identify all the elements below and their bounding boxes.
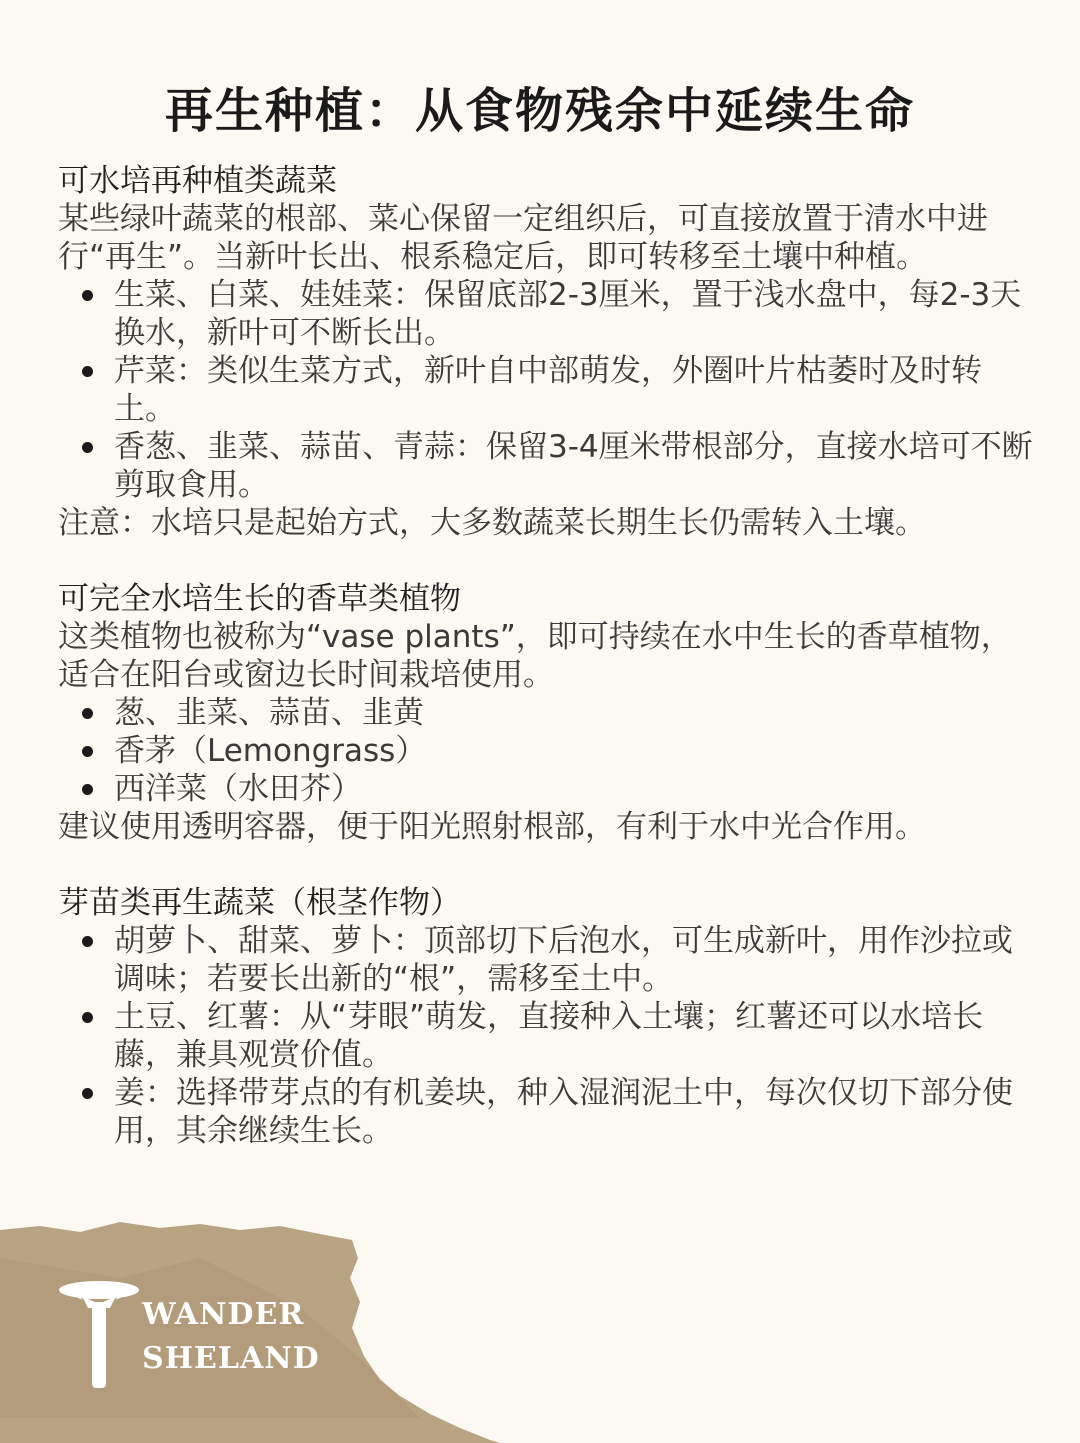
bullet-dot-icon	[82, 1012, 93, 1023]
section-note: 建议使用透明容器，便于阳光照射根部，有利于水中光合作用。	[58, 809, 926, 845]
section-root-crops	[58, 884, 1038, 1150]
bullet-dot-icon	[82, 936, 93, 947]
section-heading: 可水培再种植类蔬菜	[58, 163, 337, 199]
logo-wordmark-line2: SHELAND	[142, 1341, 320, 1376]
bullet-dot-icon	[82, 442, 93, 453]
article-body	[58, 162, 1038, 1188]
section-intro: 某些绿叶蔬菜的根部、菜心保留一定组织后，可直接放置于清水中进行“再生”。当新叶长出、根系稳定后，即可转移至土壤中种植。	[58, 201, 988, 275]
list-item: 姜：选择带芽点的有机姜块，种入湿润泥土中，每次仅切下部分使用，其余继续生长。	[58, 1074, 1038, 1150]
section-heading: 芽苗类再生蔬菜（根茎作物）	[58, 885, 461, 921]
list-item: 西洋菜（水田芥）	[58, 770, 1038, 808]
bullet-dot-icon	[82, 1088, 93, 1099]
bullet-dot-icon	[82, 290, 93, 301]
list-item: 香茅（Lemongrass）	[58, 732, 1038, 770]
list-item: 生菜、白菜、娃娃菜：保留底部2-3厘米，置于浅水盘中，每2-3天换水，新叶可不断长出。	[58, 276, 1038, 352]
page-title: 再生种植：从食物残余中延续生命	[164, 83, 915, 140]
bullet-list	[58, 922, 1038, 1150]
bullet-list	[58, 694, 1038, 808]
baobab-tree-icon	[52, 1272, 146, 1390]
section-intro: 这类植物也被称为“vase plants”，即可持续在水中生长的香草植物，适合在阳台或窗边长时间栽培使用。	[58, 619, 1012, 693]
list-item: 葱、韭菜、蒜苗、韭黄	[58, 694, 1038, 732]
list-item: 香葱、韭菜、蒜苗、青蒜：保留3-4厘米带根部分，直接水培可不断剪取食用。	[58, 428, 1038, 504]
bullet-dot-icon	[82, 746, 93, 757]
list-item: 土豆、红薯：从“芽眼”萌发，直接种入土壤；红薯还可以水培长藤，兼具观赏价值。	[58, 998, 1038, 1074]
bullet-list	[58, 276, 1038, 504]
section-note: 注意：水培只是起始方式，大多数蔬菜长期生长仍需转入土壤。	[58, 505, 926, 541]
list-item: 芹菜：类似生菜方式，新叶自中部萌发，外圈叶片枯萎时及时转土。	[58, 352, 1038, 428]
list-item: 胡萝卜、甜菜、萝卜：顶部切下后泡水，可生成新叶，用作沙拉或调味；若要长出新的“根”，需移至土中。	[58, 922, 1038, 998]
section-hydroponic-vegetables	[58, 162, 1038, 542]
section-heading: 可完全水培生长的香草类植物	[58, 581, 461, 617]
bullet-dot-icon	[82, 784, 93, 795]
bullet-dot-icon	[82, 366, 93, 377]
logo-wordmark-line1: WANDER	[142, 1297, 305, 1332]
bullet-dot-icon	[82, 708, 93, 719]
section-vase-herbs	[58, 580, 1038, 846]
